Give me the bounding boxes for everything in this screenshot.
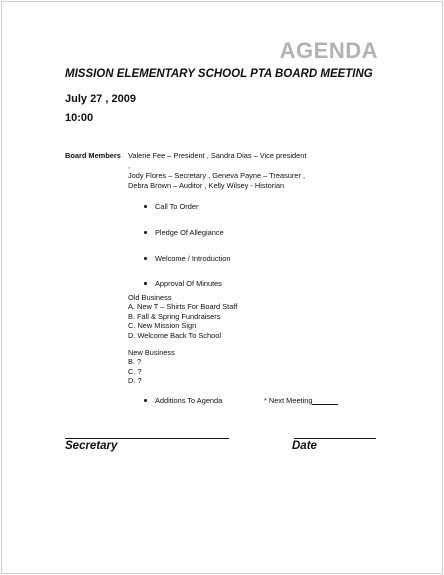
next-meeting-blank — [312, 397, 338, 405]
secretary-label: Secretary — [65, 440, 118, 452]
list-item: B. ? — [128, 357, 142, 367]
meeting-title: MISSION ELEMENTARY SCHOOL PTA BOARD MEETING — [65, 68, 373, 80]
list-item: C. New Mission Sign — [128, 321, 197, 331]
page-border — [1, 1, 443, 574]
old-business-section — [128, 293, 237, 340]
agenda-item-label: Welcome / Introduction — [155, 254, 231, 263]
new-business-heading: New Business — [128, 348, 175, 357]
bullet-icon — [144, 399, 147, 402]
bullet-icon — [144, 282, 147, 285]
next-meeting — [264, 396, 338, 405]
bullet-icon — [144, 231, 147, 234]
board-members-label: Board Members — [65, 151, 121, 160]
agenda-heading: AGENDA — [279, 38, 378, 63]
agenda-item-label: Call To Order — [155, 202, 199, 211]
agenda-item-label: Pledge Of Allegiance — [155, 228, 224, 237]
meeting-date: July 27 , 2009 — [65, 93, 136, 105]
date-label: Date — [292, 440, 317, 452]
list-item: D. ? — [128, 376, 142, 386]
meeting-time: 10:00 — [65, 112, 94, 124]
board-members-list — [128, 151, 308, 191]
date-signature-line — [294, 438, 376, 439]
agenda-item-label: Approval Of Minutes — [155, 279, 222, 288]
list-item: A. New T – Shirts For Board Staff — [128, 302, 238, 312]
old-business-heading: Old Business — [128, 293, 172, 302]
board-members-line: Jody Flores – Secretary , Geneva Payne – Treasurer , — [128, 171, 306, 180]
board-members-line: Valerie Fee – President , Sandra Dias – Vice president , — [128, 151, 307, 170]
list-item: B. Fall & Spring Fundraisers — [128, 311, 221, 321]
list-item: C. ? — [128, 366, 142, 376]
new-business-section — [128, 348, 175, 386]
secretary-signature-line — [65, 438, 229, 439]
additions-label: Additions To Agenda — [155, 396, 223, 405]
board-members-line: Debra Brown – Auditor , Kelly Wilsey - Historian — [128, 181, 285, 190]
bullet-icon — [144, 257, 147, 260]
list-item: D. Welcome Back To School — [128, 330, 221, 340]
next-meeting-label: * Next Meeting — [264, 396, 313, 405]
bullet-icon — [144, 205, 147, 208]
